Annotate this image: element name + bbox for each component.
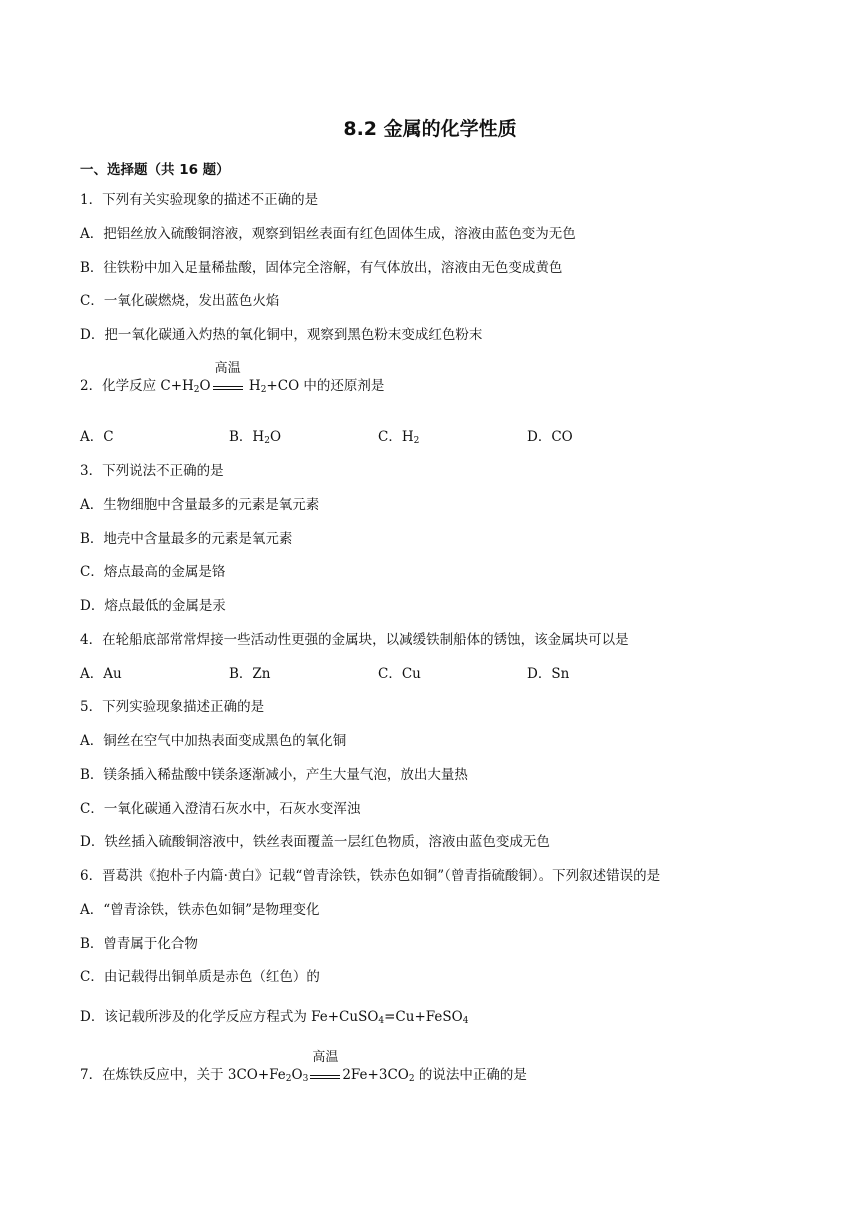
question-3-stem: 3．下列说法不正确的是 bbox=[80, 463, 224, 479]
q2-text-post2: +CO 中的还原剂是 bbox=[266, 378, 385, 394]
question-5-option-b: B．镁条插入稀盐酸中镁条逐渐减小，产生大量气泡，放出大量热 bbox=[80, 767, 468, 783]
q6-d-pre: D．该记载所涉及的化学反应方程式为 Fe+CuSO bbox=[80, 1009, 379, 1025]
q2-sub-2: 2 bbox=[260, 385, 267, 395]
q2-text-mid: O bbox=[199, 378, 211, 394]
q7-sub-1: 2 bbox=[285, 1074, 292, 1084]
question-6-stem: 6．晋葛洪《抱朴子内篇·黄白》记载“曾青涂铁，铁赤色如铜”（曾青指硫酸铜）。下列叙述错误的是 bbox=[80, 868, 661, 884]
question-5-option-d: D．铁丝插入硫酸铜溶液中，铁丝表面覆盖一层红色物质，溶液由蓝色变成无色 bbox=[80, 834, 550, 850]
question-3-option-c: C．熔点最高的金属是铬 bbox=[80, 564, 226, 580]
question-4-option-a: A．Au bbox=[80, 666, 122, 682]
equal-bar-bottom-q7 bbox=[310, 1078, 340, 1079]
question-6-option-b: B．曾青属于化合物 bbox=[80, 936, 198, 952]
reaction-condition-arrow-q7 bbox=[309, 1050, 341, 1084]
question-3-option-d: D．熔点最低的金属是汞 bbox=[80, 598, 226, 614]
q7-sub-2: 3 bbox=[302, 1074, 309, 1084]
equal-bar-top bbox=[213, 386, 243, 387]
question-5-option-c: C．一氧化碳通入澄清石灰水中，石灰水变浑浊 bbox=[80, 801, 361, 817]
reaction-condition-label-q7: 高温 bbox=[312, 1050, 339, 1065]
question-3-option-b: B．地壳中含量最多的元素是氧元素 bbox=[80, 531, 293, 547]
page-title: 8.2 金属的化学性质 bbox=[343, 118, 517, 140]
question-2-option-c bbox=[378, 428, 419, 446]
reaction-condition-label: 高温 bbox=[214, 361, 241, 376]
q2-b-pre: B．H bbox=[229, 429, 265, 445]
q7-text-post2: 的说法中正确的是 bbox=[414, 1067, 527, 1083]
question-2-option-a: A．C bbox=[80, 429, 114, 445]
question-4-stem: 4．在轮船底部常常焊接一些活动性更强的金属块，以减缓铁制船体的锈蚀，该金属块可以是 bbox=[80, 632, 629, 648]
question-6-option-c: C．由记载得出铜单质是赤色（红色）的 bbox=[80, 969, 320, 985]
question-1-stem: 1．下列有关实验现象的描述不正确的是 bbox=[80, 192, 319, 208]
question-4-option-d: D．Sn bbox=[527, 666, 570, 682]
question-1-option-d: D．把一氧化碳通入灼热的氧化铜中，观察到黑色粉末变成红色粉末 bbox=[80, 327, 483, 343]
q7-sub-3: 2 bbox=[408, 1074, 415, 1084]
question-1-option-a: A．把铝丝放入硫酸铜溶液，观察到铝丝表面有红色固体生成，溶液由蓝色变为无色 bbox=[80, 226, 576, 242]
section-heading: 一、选择题（共 16 题） bbox=[80, 162, 230, 178]
q6-d-sub-2: 4 bbox=[462, 1016, 469, 1026]
q7-text-pre: 7．在炼铁反应中，关于 3CO+Fe bbox=[80, 1067, 286, 1083]
q6-d-sub-1: 4 bbox=[378, 1016, 385, 1026]
question-6-option-d bbox=[80, 1008, 468, 1026]
equal-bar-bottom bbox=[213, 389, 243, 390]
q6-d-mid: =Cu+FeSO bbox=[384, 1009, 463, 1025]
question-2-option-b bbox=[229, 428, 281, 446]
q2-sub-1: 2 bbox=[193, 385, 200, 395]
q2-text-post1: H bbox=[244, 378, 261, 394]
q2-text-pre: 2．化学反应 C+H bbox=[80, 378, 194, 394]
q2-b-sub: 2 bbox=[264, 436, 270, 446]
q2-b-post: O bbox=[269, 429, 282, 445]
question-1-option-c: C．一氧化碳燃烧，发出蓝色火焰 bbox=[80, 293, 280, 309]
question-4-option-b: B．Zn bbox=[229, 666, 271, 682]
q2-c-sub: 2 bbox=[413, 436, 420, 446]
reaction-condition-arrow bbox=[212, 361, 244, 395]
question-6-option-a: A．“曾青涂铁，铁赤色如铜”是物理变化 bbox=[80, 902, 320, 918]
question-4-option-c: C．Cu bbox=[378, 666, 421, 682]
question-2-stem bbox=[80, 361, 385, 395]
question-2-option-d: D．CO bbox=[527, 429, 573, 445]
equal-bar-top-q7 bbox=[310, 1075, 340, 1076]
q2-c-pre: C．H bbox=[378, 429, 414, 445]
q7-text-mid: O bbox=[291, 1067, 303, 1083]
question-3-option-a: A．生物细胞中含量最多的元素是氧元素 bbox=[80, 497, 320, 513]
question-5-stem: 5．下列实验现象描述正确的是 bbox=[80, 699, 265, 715]
question-5-option-a: A．铜丝在空气中加热表面变成黑色的氧化铜 bbox=[80, 733, 347, 749]
q7-text-post1: 2Fe+3CO bbox=[342, 1067, 409, 1083]
question-1-option-b: B．往铁粉中加入足量稀盐酸，固体完全溶解，有气体放出，溶液由无色变成黄色 bbox=[80, 260, 563, 276]
question-7-stem bbox=[80, 1050, 527, 1084]
